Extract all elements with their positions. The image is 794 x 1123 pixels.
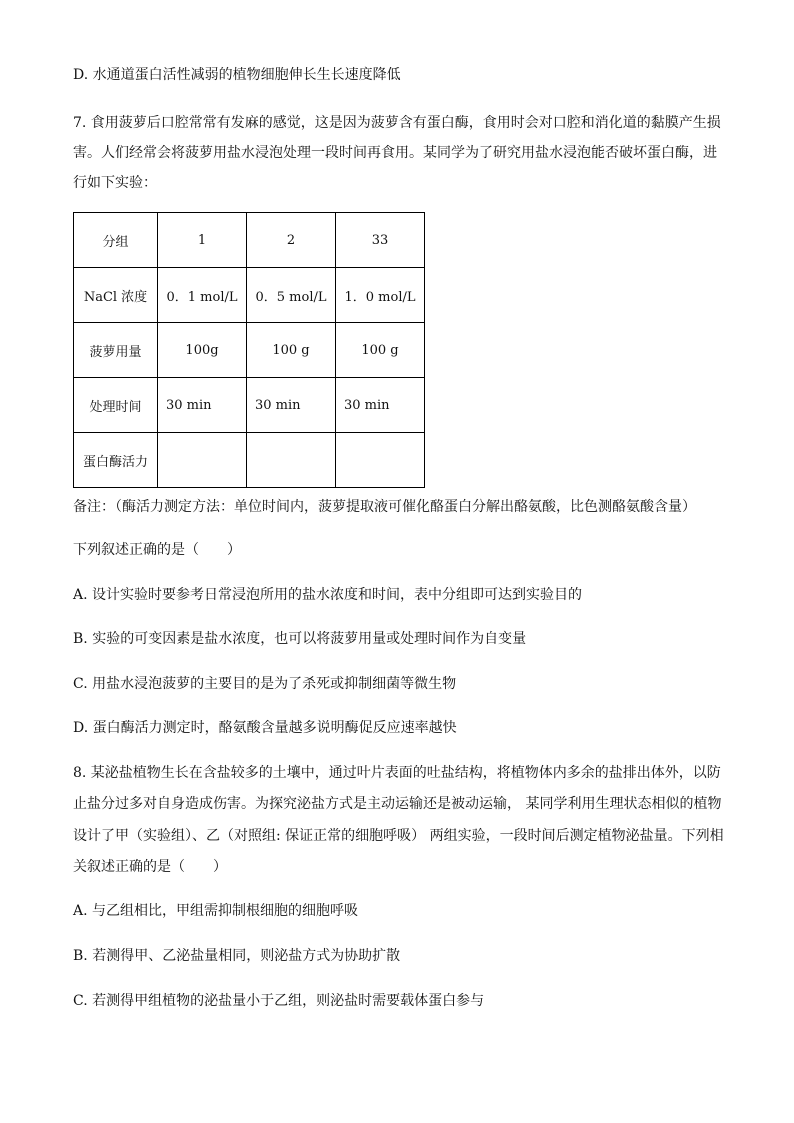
q8-text-line-3: 设计了甲（实验组）、乙（对照组: 保证正常的细胞呼吸） 两组实验，一段时间后测定植物泌盐量。下列相 (73, 828, 724, 844)
q7-stem: 下列叙述正确的是（ ） (73, 542, 241, 558)
q8-text-line-2: 止盐分过多对自身造成伤害。为探究泌盐方式是主动运输还是被动运输， 某同学利用生理状态相似的植物 (73, 796, 722, 812)
q8-text-line-1: 8. 某泌盐植物生长在含盐较多的土壤中，通过叶片表面的吐盐结构，将植物体内多余的盐排出体外，以防 (73, 765, 721, 781)
table-note: 备注：（酶活力测定方法：单位时间内，菠萝提取液可催化酪蛋白分解出酪氨酸，比色测酪氨酸含量） (73, 499, 696, 515)
table-cell: 30 min (336, 378, 425, 433)
table-cell: 0．5 mol/L (247, 268, 336, 323)
table-cell: 100 g (247, 323, 336, 378)
table-row (74, 378, 425, 433)
experiment-table (73, 212, 425, 488)
q8-option-c: C. 若测得甲组植物的泌盐量小于乙组，则泌盐时需要载体蛋白参与 (73, 993, 485, 1009)
table-cell: 1．0 mol/L (336, 268, 425, 323)
prev-option-d: D. 水通道蛋白活性减弱的植物细胞伸长生长速度降低 (73, 67, 401, 83)
q8-option-a: A. 与乙组相比，甲组需抑制根细胞的细胞呼吸 (73, 903, 359, 919)
table-header-cell: 1 (158, 213, 247, 268)
q7-option-d: D. 蛋白酶活力测定时，酪氨酸含量越多说明酶促反应速率越快 (73, 720, 457, 736)
table-row (74, 268, 425, 323)
table-header-cell: 33 (336, 213, 425, 268)
q7-option-a: A. 设计实验时要参考日常浸泡所用的盐水浓度和时间，表中分组即可达到实验目的 (73, 587, 583, 603)
q7-text-line-3: 行如下实验： (73, 175, 157, 191)
table-cell: 处理时间 (74, 378, 158, 433)
table-cell: 0．1 mol/L (158, 268, 247, 323)
q7-option-c: C. 用盐水浸泡菠萝的主要目的是为了杀死或抑制细菌等微生物 (73, 676, 457, 692)
q7-text-line-1: 7. 食用菠萝后口腔常常有发麻的感觉，这是因为菠萝含有蛋白酶，食用时会对口腔和消化道的黏膜产生损 (73, 115, 721, 131)
q7-text-line-2: 害。人们经常会将菠萝用盐水浸泡处理一段时间再食用。某同学为了研究用盐水浸泡能否破坏蛋白酶，进 (73, 145, 717, 161)
table-header-row (74, 213, 425, 268)
table-cell: 30 min (247, 378, 336, 433)
table-cell (336, 433, 425, 488)
table-row (74, 323, 425, 378)
table-cell: 菠萝用量 (74, 323, 158, 378)
table-cell: 蛋白酶活力 (74, 433, 158, 488)
table-cell: 100 g (336, 323, 425, 378)
q7-option-b: B. 实验的可变因素是盐水浓度，也可以将菠萝用量或处理时间作为自变量 (73, 631, 527, 647)
table-header-cell: 分组 (74, 213, 158, 268)
table-header-cell: 2 (247, 213, 336, 268)
table-cell (158, 433, 247, 488)
table-cell (247, 433, 336, 488)
table-row (74, 433, 425, 488)
table-cell: 100g (158, 323, 247, 378)
table-cell: NaCl 浓度 (74, 268, 158, 323)
table-cell: 30 min (158, 378, 247, 433)
q8-option-b: B. 若测得甲、乙泌盐量相同，则泌盐方式为协助扩散 (73, 948, 401, 964)
q8-text-line-4: 关叙述正确的是（ ） (73, 859, 227, 875)
